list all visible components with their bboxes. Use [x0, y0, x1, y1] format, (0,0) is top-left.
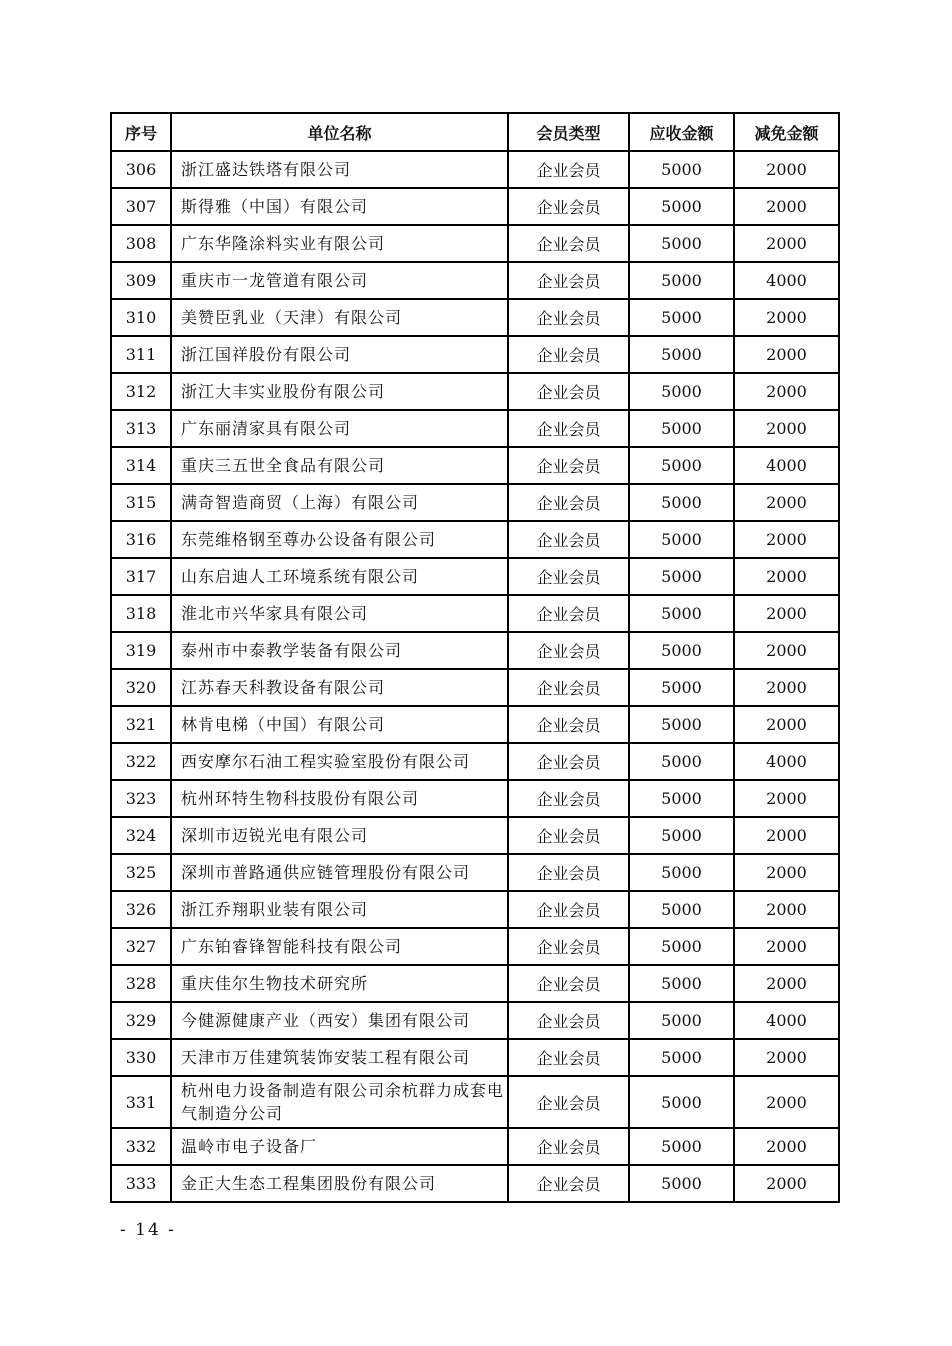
member-type-cell: 企业会员 [508, 521, 629, 558]
member-type-cell: 企业会员 [508, 706, 629, 743]
amount-waived-cell: 2000 [734, 151, 839, 188]
amount-due-cell: 5000 [629, 262, 734, 299]
amount-waived-cell: 2000 [734, 965, 839, 1002]
member-type-cell: 企业会员 [508, 188, 629, 225]
page-number: - 14 - [120, 1220, 176, 1240]
serial-number-cell: 329 [111, 1002, 171, 1039]
amount-waived-cell: 2000 [734, 225, 839, 262]
amount-waived-cell: 2000 [734, 928, 839, 965]
table-row [111, 1128, 839, 1165]
unit-name-cell: 淮北市兴华家具有限公司 [171, 595, 508, 632]
member-type-cell: 企业会员 [508, 484, 629, 521]
serial-number-cell: 317 [111, 558, 171, 595]
table-row [111, 1039, 839, 1076]
table-row [111, 1076, 839, 1128]
amount-waived-cell: 2000 [734, 780, 839, 817]
amount-waived-cell: 2000 [734, 1165, 839, 1202]
serial-number-cell: 328 [111, 965, 171, 1002]
amount-waived-cell: 2000 [734, 188, 839, 225]
col-header-serial-number: 序号 [111, 113, 171, 151]
table-row [111, 595, 839, 632]
amount-waived-cell: 2000 [734, 299, 839, 336]
member-type-cell: 企业会员 [508, 595, 629, 632]
amount-waived-cell: 2000 [734, 891, 839, 928]
member-type-cell: 企业会员 [508, 780, 629, 817]
amount-waived-cell: 2000 [734, 373, 839, 410]
unit-name-cell: 斯得雅（中国）有限公司 [171, 188, 508, 225]
unit-name-cell: 重庆佳尔生物技术研究所 [171, 965, 508, 1002]
serial-number-cell: 331 [111, 1076, 171, 1128]
amount-waived-cell: 2000 [734, 1128, 839, 1165]
serial-number-cell: 316 [111, 521, 171, 558]
unit-name-cell: 广东丽清家具有限公司 [171, 410, 508, 447]
member-type-cell: 企业会员 [508, 262, 629, 299]
unit-name-cell: 东莞维格钢至尊办公设备有限公司 [171, 521, 508, 558]
table-row [111, 188, 839, 225]
member-type-cell: 企业会员 [508, 965, 629, 1002]
amount-waived-cell: 2000 [734, 336, 839, 373]
amount-waived-cell: 2000 [734, 410, 839, 447]
member-type-cell: 企业会员 [508, 632, 629, 669]
serial-number-cell: 330 [111, 1039, 171, 1076]
member-type-cell: 企业会员 [508, 1128, 629, 1165]
unit-name-cell: 杭州环特生物科技股份有限公司 [171, 780, 508, 817]
table-row [111, 336, 839, 373]
table-row [111, 225, 839, 262]
serial-number-cell: 332 [111, 1128, 171, 1165]
serial-number-cell: 318 [111, 595, 171, 632]
unit-name-cell: 深圳市迈锐光电有限公司 [171, 817, 508, 854]
amount-due-cell: 5000 [629, 1165, 734, 1202]
unit-name-cell: 浙江大丰实业股份有限公司 [171, 373, 508, 410]
amount-waived-cell: 2000 [734, 1039, 839, 1076]
serial-number-cell: 313 [111, 410, 171, 447]
serial-number-cell: 309 [111, 262, 171, 299]
unit-name-cell: 今健源健康产业（西安）集团有限公司 [171, 1002, 508, 1039]
amount-due-cell: 5000 [629, 817, 734, 854]
unit-name-cell: 美赞臣乳业（天津）有限公司 [171, 299, 508, 336]
serial-number-cell: 323 [111, 780, 171, 817]
table-row [111, 262, 839, 299]
serial-number-cell: 308 [111, 225, 171, 262]
amount-due-cell: 5000 [629, 706, 734, 743]
serial-number-cell: 322 [111, 743, 171, 780]
amount-waived-cell: 2000 [734, 595, 839, 632]
col-header-amount-waived: 减免金额 [734, 113, 839, 151]
table-row [111, 743, 839, 780]
amount-waived-cell: 2000 [734, 669, 839, 706]
member-type-cell: 企业会员 [508, 1076, 629, 1128]
amount-due-cell: 5000 [629, 151, 734, 188]
table-row [111, 447, 839, 484]
member-type-cell: 企业会员 [508, 151, 629, 188]
amount-waived-cell: 2000 [734, 1076, 839, 1128]
serial-number-cell: 307 [111, 188, 171, 225]
serial-number-cell: 312 [111, 373, 171, 410]
unit-name-cell: 林肯电梯（中国）有限公司 [171, 706, 508, 743]
amount-due-cell: 5000 [629, 928, 734, 965]
amount-due-cell: 5000 [629, 1128, 734, 1165]
amount-due-cell: 5000 [629, 595, 734, 632]
member-type-cell: 企业会员 [508, 928, 629, 965]
col-header-unit-name: 单位名称 [171, 113, 508, 151]
unit-name-cell: 满奇智造商贸（上海）有限公司 [171, 484, 508, 521]
amount-due-cell: 5000 [629, 299, 734, 336]
member-type-cell: 企业会员 [508, 447, 629, 484]
serial-number-cell: 311 [111, 336, 171, 373]
amount-due-cell: 5000 [629, 891, 734, 928]
amount-due-cell: 5000 [629, 225, 734, 262]
table-row [111, 151, 839, 188]
table-header-row [111, 113, 839, 151]
amount-waived-cell: 2000 [734, 854, 839, 891]
membership-fee-table [110, 112, 840, 1203]
unit-name-cell: 浙江盛达铁塔有限公司 [171, 151, 508, 188]
amount-due-cell: 5000 [629, 447, 734, 484]
table-row [111, 669, 839, 706]
member-type-cell: 企业会员 [508, 669, 629, 706]
amount-waived-cell: 4000 [734, 743, 839, 780]
table-row [111, 484, 839, 521]
unit-name-cell: 金正大生态工程集团股份有限公司 [171, 1165, 508, 1202]
table-row [111, 817, 839, 854]
table-row [111, 854, 839, 891]
table-row [111, 632, 839, 669]
amount-due-cell: 5000 [629, 558, 734, 595]
member-type-cell: 企业会员 [508, 854, 629, 891]
unit-name-cell: 浙江国祥股份有限公司 [171, 336, 508, 373]
table-row [111, 891, 839, 928]
unit-name-cell: 深圳市普路通供应链管理股份有限公司 [171, 854, 508, 891]
member-type-cell: 企业会员 [508, 817, 629, 854]
unit-name-cell: 西安摩尔石油工程实验室股份有限公司 [171, 743, 508, 780]
amount-waived-cell: 2000 [734, 706, 839, 743]
table-body [111, 151, 839, 1202]
member-type-cell: 企业会员 [508, 336, 629, 373]
amount-waived-cell: 2000 [734, 632, 839, 669]
table-row [111, 1002, 839, 1039]
unit-name-cell: 山东启迪人工环境系统有限公司 [171, 558, 508, 595]
col-header-member-type: 会员类型 [508, 113, 629, 151]
amount-due-cell: 5000 [629, 1039, 734, 1076]
amount-waived-cell: 2000 [734, 817, 839, 854]
serial-number-cell: 319 [111, 632, 171, 669]
unit-name-cell: 广东华隆涂料实业有限公司 [171, 225, 508, 262]
unit-name-cell: 广东铂睿锋智能科技有限公司 [171, 928, 508, 965]
amount-waived-cell: 2000 [734, 521, 839, 558]
amount-waived-cell: 2000 [734, 484, 839, 521]
amount-due-cell: 5000 [629, 780, 734, 817]
serial-number-cell: 321 [111, 706, 171, 743]
serial-number-cell: 333 [111, 1165, 171, 1202]
col-header-amount-due: 应收金额 [629, 113, 734, 151]
unit-name-cell: 重庆三五世全食品有限公司 [171, 447, 508, 484]
amount-due-cell: 5000 [629, 521, 734, 558]
table-row [111, 965, 839, 1002]
table-row [111, 373, 839, 410]
serial-number-cell: 325 [111, 854, 171, 891]
table-row [111, 1165, 839, 1202]
member-type-cell: 企业会员 [508, 1002, 629, 1039]
member-type-cell: 企业会员 [508, 299, 629, 336]
member-type-cell: 企业会员 [508, 1165, 629, 1202]
amount-due-cell: 5000 [629, 854, 734, 891]
serial-number-cell: 314 [111, 447, 171, 484]
table-row [111, 410, 839, 447]
serial-number-cell: 327 [111, 928, 171, 965]
amount-due-cell: 5000 [629, 1002, 734, 1039]
amount-due-cell: 5000 [629, 669, 734, 706]
member-type-cell: 企业会员 [508, 225, 629, 262]
serial-number-cell: 324 [111, 817, 171, 854]
amount-due-cell: 5000 [629, 373, 734, 410]
unit-name-cell: 天津市万佳建筑装饰安装工程有限公司 [171, 1039, 508, 1076]
serial-number-cell: 310 [111, 299, 171, 336]
amount-waived-cell: 4000 [734, 262, 839, 299]
amount-due-cell: 5000 [629, 410, 734, 447]
unit-name-cell: 温岭市电子设备厂 [171, 1128, 508, 1165]
serial-number-cell: 326 [111, 891, 171, 928]
unit-name-cell: 浙江乔翔职业装有限公司 [171, 891, 508, 928]
unit-name-cell: 江苏春天科教设备有限公司 [171, 669, 508, 706]
member-type-cell: 企业会员 [508, 373, 629, 410]
unit-name-cell: 泰州市中泰教学装备有限公司 [171, 632, 508, 669]
member-type-cell: 企业会员 [508, 1039, 629, 1076]
table-row [111, 521, 839, 558]
table-row [111, 299, 839, 336]
amount-waived-cell: 4000 [734, 1002, 839, 1039]
member-type-cell: 企业会员 [508, 743, 629, 780]
unit-name-cell: 重庆市一龙管道有限公司 [171, 262, 508, 299]
table-row [111, 780, 839, 817]
serial-number-cell: 315 [111, 484, 171, 521]
member-type-cell: 企业会员 [508, 410, 629, 447]
amount-due-cell: 5000 [629, 336, 734, 373]
table-row [111, 928, 839, 965]
amount-due-cell: 5000 [629, 965, 734, 1002]
amount-due-cell: 5000 [629, 632, 734, 669]
amount-waived-cell: 2000 [734, 558, 839, 595]
member-type-cell: 企业会员 [508, 891, 629, 928]
amount-due-cell: 5000 [629, 743, 734, 780]
amount-due-cell: 5000 [629, 1076, 734, 1128]
serial-number-cell: 306 [111, 151, 171, 188]
member-type-cell: 企业会员 [508, 558, 629, 595]
unit-name-cell: 杭州电力设备制造有限公司余杭群力成套电气制造分公司 [171, 1076, 508, 1128]
table-row [111, 706, 839, 743]
table-row [111, 558, 839, 595]
amount-due-cell: 5000 [629, 188, 734, 225]
serial-number-cell: 320 [111, 669, 171, 706]
amount-waived-cell: 4000 [734, 447, 839, 484]
amount-due-cell: 5000 [629, 484, 734, 521]
